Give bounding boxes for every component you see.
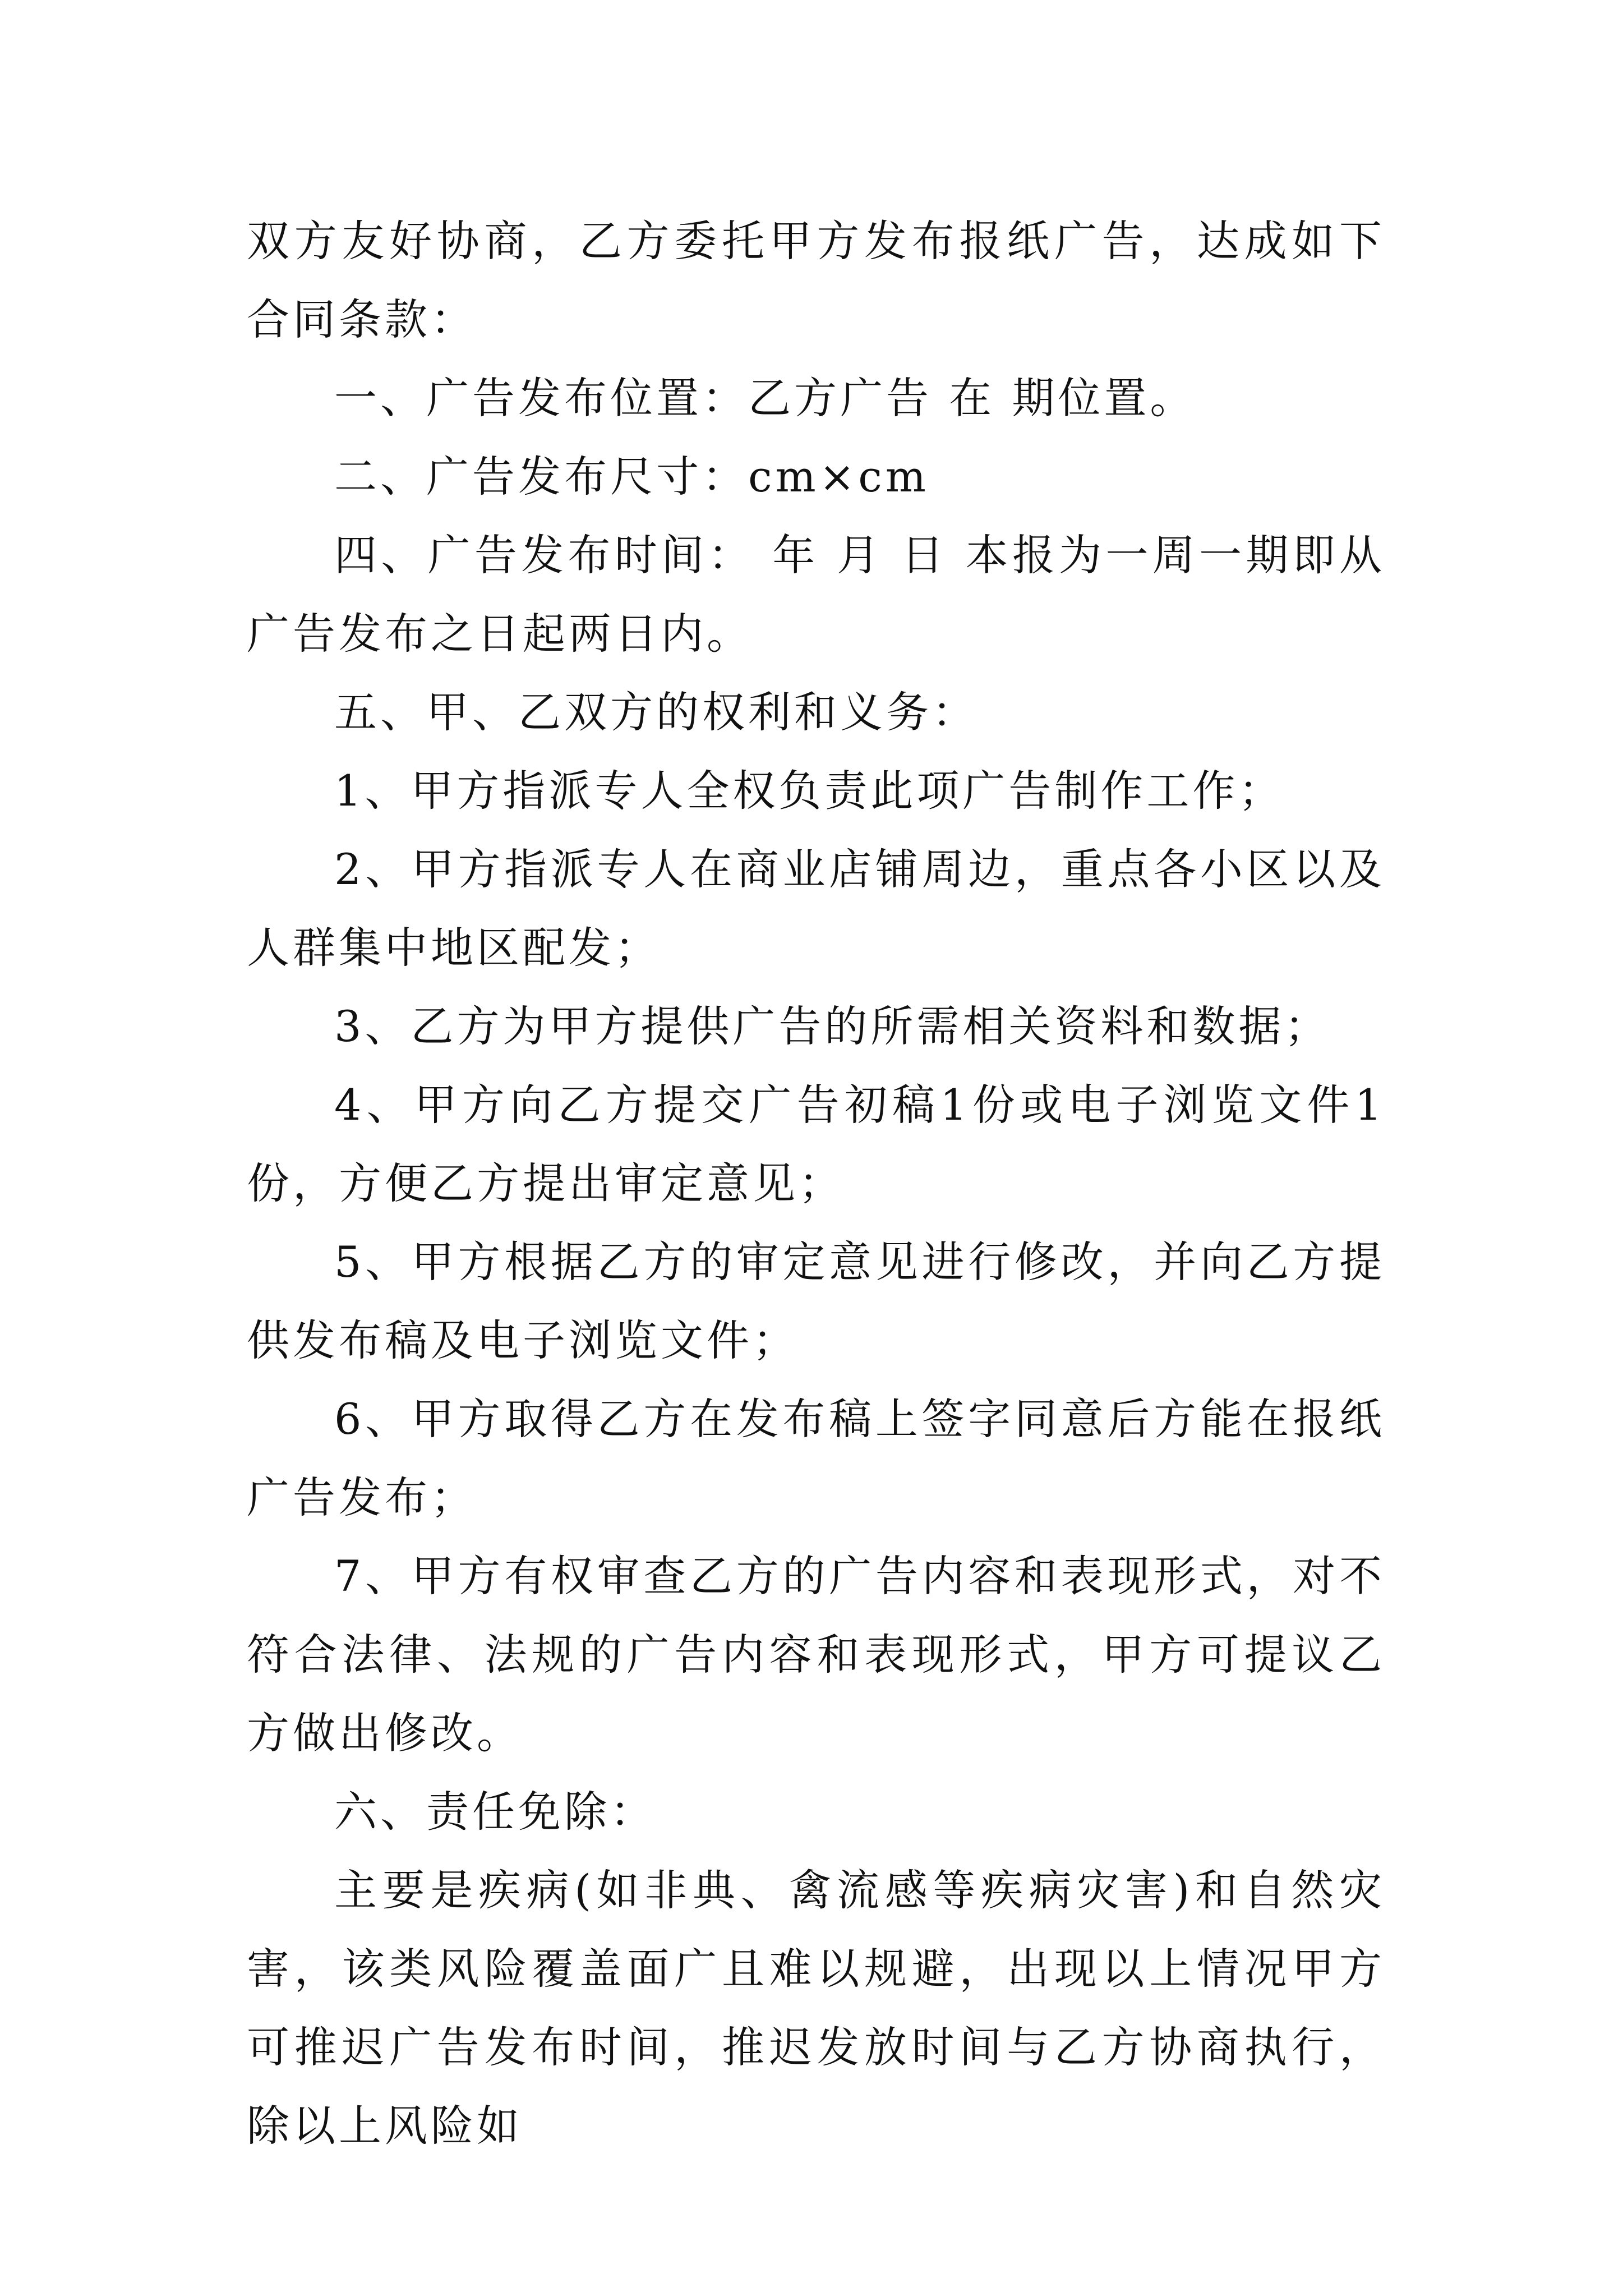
paragraph-ad-size: 二、广告发布尺寸：cm×cm	[334, 452, 929, 501]
paragraph-liability-heading: 六、责任免除：	[334, 1787, 656, 1837]
contract-body	[247, 202, 1385, 2165]
paragraph-item-2: 2、甲方指派专人在商业店铺周边，重点各小区以及人群集中地区配发；	[247, 844, 1385, 973]
paragraph-item-4: 4、甲方向乙方提交广告初稿1份或电子浏览文件1份，方便乙方提出审定意见；	[247, 1080, 1385, 1208]
paragraph-item-1: 1、甲方指派专人全权负责此项广告制作工作；	[334, 766, 1285, 816]
paragraph-item-7: 7、甲方有权审查乙方的广告内容和表现形式，对不符合法律、法规的广告内容和表现形式，甲方可提议乙方做出修改。	[247, 1551, 1385, 1758]
paragraph-rights-heading: 五、甲、乙双方的权利和义务：	[334, 687, 978, 737]
paragraph-item-6: 6、甲方取得乙方在发布稿上签字同意后方能在报纸广告发布；	[247, 1394, 1385, 1522]
paragraph-ad-position: 一、广告发布位置：乙方广告 在 期位置。	[334, 373, 1196, 423]
paragraph-item-3: 3、乙方为甲方提供广告的所需相关资料和数据；	[334, 1001, 1331, 1051]
paragraph-item-5: 5、甲方根据乙方的审定意见进行修改，并向乙方提供发布稿及电子浏览文件；	[247, 1237, 1385, 1365]
paragraph-intro: 双方友好协商，乙方委托甲方发布报纸广告，达成如下合同条款：	[247, 216, 1385, 344]
paragraph-ad-time: 四、广告发布时间： 年 月 日 本报为一周一期即从广告发布之日起两日内。	[247, 530, 1385, 659]
paragraph-liability-body: 主要是疾病(如非典、禽流感等疾病灾害)和自然灾害，该类风险覆盖面广且难以规避，出现以上情况甲方可推迟广告发布时间，推迟发放时间与乙方协商执行，除以上风险如	[247, 1865, 1385, 2151]
